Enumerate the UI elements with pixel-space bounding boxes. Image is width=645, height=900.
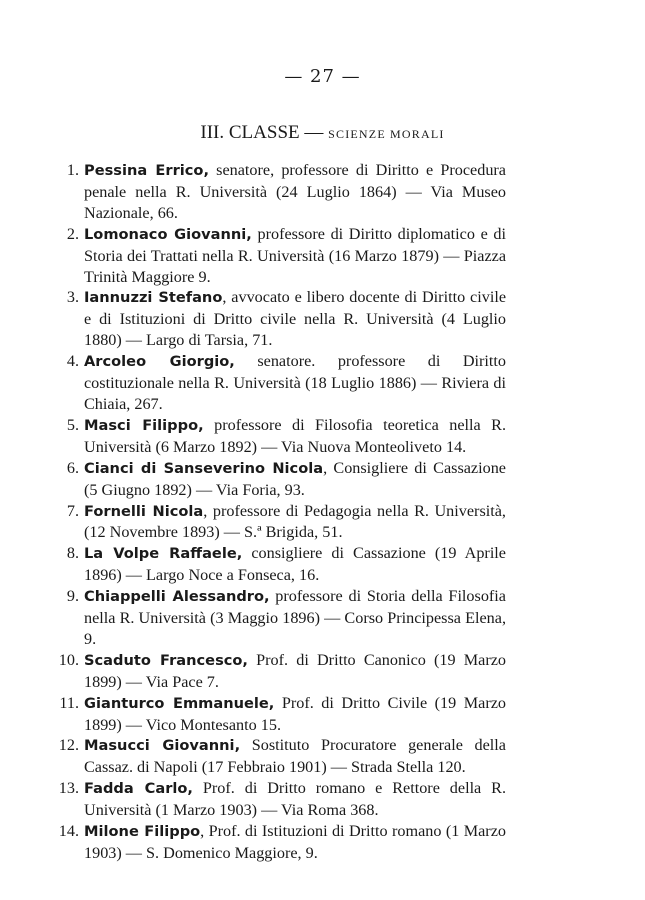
list-item xyxy=(44,160,506,224)
entry-description: , Prof. di Istituzioni di Dritto romano (1 Marzo 1903) — S. Domenico Maggiore, 9. xyxy=(84,822,506,862)
section-heading-main: III. CLASSE — xyxy=(200,122,329,143)
entry-number: 9. xyxy=(66,587,79,606)
entry-name: Fornelli Nicola xyxy=(84,502,204,520)
list-item xyxy=(44,543,506,586)
entry-number: 14. xyxy=(58,822,79,841)
entry-number: 8. xyxy=(66,544,79,563)
entry-description: Sostituto Procuratore generale della Cassaz. di Napoli (17 Febbraio 1901) — Strada Stella 120. xyxy=(84,736,506,777)
entry-description: consigliere di Cassazione (19 Aprile 1896) — Largo Noce a Fonseca, 16. xyxy=(84,544,506,585)
list-item xyxy=(44,778,506,821)
list-item xyxy=(44,693,506,736)
entry-number: 3. xyxy=(66,288,79,307)
section-heading-sub: SCIENZE MORALI xyxy=(328,127,445,141)
list-item xyxy=(44,351,506,415)
entry-name: La Volpe Raffaele, xyxy=(84,545,243,563)
entry-description: professore di Storia della Filosofia nella R. Università (3 Maggio 1896) — Corso Principessa Elena, 9. xyxy=(84,587,506,648)
entry-name: Gianturco Emmanuele, xyxy=(84,694,275,712)
entry-name: Iannuzzi Stefano xyxy=(84,289,223,307)
section-heading xyxy=(0,122,645,144)
entry-description: , avvocato e libero docente di Diritto civile e di Istituzioni di Dritto civile nella R. Università (4 Luglio 1880) — Largo di Tarsia, 71. xyxy=(84,288,506,350)
entry-number: 5. xyxy=(66,415,79,434)
entry-description: senatore. professore di Diritto costituzionale nella R. Università (18 Luglio 1886) — Riviera di Chiaia, 267. xyxy=(84,352,506,413)
entry-description: Prof. di Dritto Canonico (19 Marzo 1899) — Via Pace 7. xyxy=(84,650,507,691)
list-item xyxy=(44,458,506,501)
entry-description: , Consigliere di Cassazione (5 Giugno 1892) — Via Foria, 93. xyxy=(84,458,506,499)
entry-description: professore di Diritto diplomatico e di Storia dei Trattati nella R. Università (16 Marzo 1879) — Piazza Trinità Maggiore 9. xyxy=(84,224,507,286)
entry-name: Fadda Carlo, xyxy=(84,780,193,798)
entry-number: 4. xyxy=(66,352,79,371)
entry-name: Cianci di Sanseverino Nicola xyxy=(84,459,324,477)
entry-description: Prof. di Dritto Civile (19 Marzo 1899) — Vico Montesanto 15. xyxy=(84,693,507,734)
entry-number: 2. xyxy=(66,224,79,243)
entry-number: 7. xyxy=(66,501,79,520)
entry-name: Scaduto Francesco, xyxy=(84,651,248,669)
list-item xyxy=(44,287,506,351)
entry-number: 10. xyxy=(58,650,79,669)
list-item xyxy=(44,586,506,650)
entry-description: , professore di Pedagogia nella R. Università, (12 Novembre 1893) — S.ª Brigida, 51. xyxy=(84,501,506,542)
entry-description: Prof. di Dritto romano e Rettore della R. Università (1 Marzo 1903) — Via Roma 368. xyxy=(84,779,506,820)
list-item xyxy=(44,224,506,288)
entry-number: 13. xyxy=(58,779,79,798)
entry-name: Masci Filippo, xyxy=(84,416,204,434)
member-list xyxy=(44,160,506,864)
entry-number: 1. xyxy=(66,161,79,179)
list-item xyxy=(44,501,506,544)
entry-description: senatore, professore di Diritto e Procedura penale nella R. Università (24 Luglio 1864) — Via Museo Nazionale, 66. xyxy=(84,161,506,222)
entry-name: Lomonaco Giovanni, xyxy=(84,225,252,243)
entry-name: Pessina Errico, xyxy=(84,162,209,179)
entry-name: Masucci Giovanni, xyxy=(84,737,241,755)
entry-name: Milone Filippo xyxy=(84,823,201,841)
entry-number: 12. xyxy=(58,736,79,755)
entry-name: Chiappelli Alessandro, xyxy=(84,588,270,606)
page-number: — 27 — xyxy=(284,66,361,87)
list-item xyxy=(44,650,506,693)
entry-number: 11. xyxy=(59,693,79,712)
entry-number: 6. xyxy=(66,458,79,477)
list-item xyxy=(44,821,506,864)
entry-description: professore di Filosofia teoretica nella R. Università (6 Marzo 1892) — Via Nuova Monteoliveto 14. xyxy=(84,415,507,456)
entry-name: Arcoleo Giorgio, xyxy=(84,353,235,371)
list-item xyxy=(44,735,506,778)
list-item xyxy=(44,415,506,458)
